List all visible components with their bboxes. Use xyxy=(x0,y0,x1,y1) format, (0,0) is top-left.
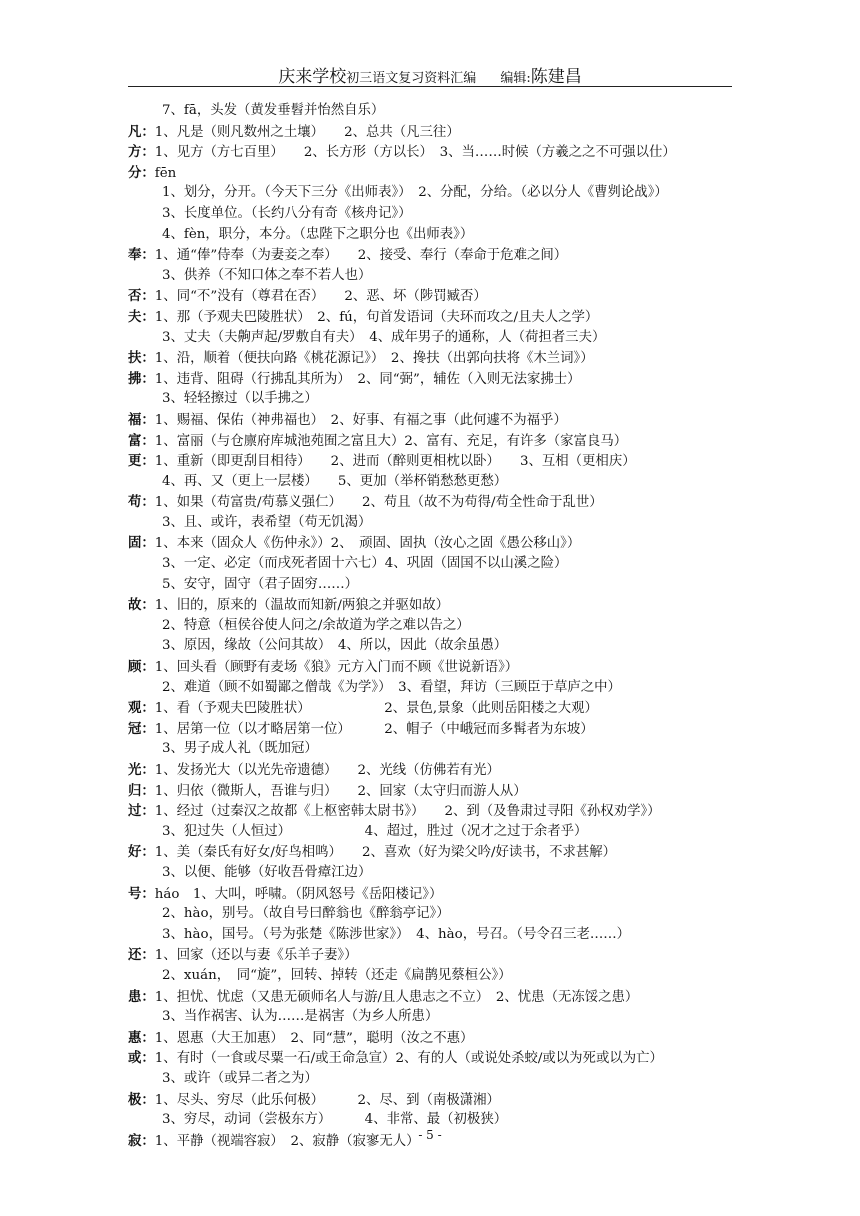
entry-text: 1、违背、阻碍（行拂乱其所为） 2、同“弼”，辅佐（入则无法家拂士） xyxy=(154,371,581,387)
entry-continuation xyxy=(128,1007,748,1028)
entry-line xyxy=(128,657,748,678)
entry-line xyxy=(128,760,748,781)
entry-text: 3、或许（或异二者之为） xyxy=(162,1070,318,1086)
entry-text: 2、hào，别号。（故自号曰醉翁也《醉翁亭记》） xyxy=(162,906,450,922)
entry-continuation xyxy=(128,966,748,987)
entry-text: 1、回头看（顾野有麦场《狼》元方入门而不顾《世说新语》） xyxy=(154,660,519,676)
entry-line xyxy=(128,245,748,266)
entry-text: 3、轻轻擦过（以手拂之） xyxy=(162,391,318,407)
entry-text: 1、富丽（与仓廪府库城池苑囿之富且大）2、富有、充足，有许多（家富良马） xyxy=(154,433,628,449)
entry-line xyxy=(128,842,748,863)
entry-continuation xyxy=(128,204,748,225)
headword: 好： xyxy=(128,844,155,861)
entry-line xyxy=(128,595,748,616)
headword: 光： xyxy=(128,762,155,778)
entry-continuation xyxy=(128,616,748,637)
headword: 富： xyxy=(128,432,155,449)
glossary-content xyxy=(128,101,748,1151)
entry-line xyxy=(128,719,748,740)
headword: 归： xyxy=(128,782,155,799)
entry-line xyxy=(128,1028,748,1049)
entry-line xyxy=(128,307,748,328)
entry-text: 2、难道（顾不如蜀鄙之僧哉《为学》） 3、看望，拜访（三顾臣于草庐之中） xyxy=(162,679,621,695)
entry-text: 1、回家（还以与妻《乐羊子妻》） xyxy=(154,948,358,964)
entry-text: 1、如果（苟富贵/苟慕义强仁） 2、苟且（故不为苟得/苟全性命于乱世） xyxy=(154,495,603,511)
entry-text: 1、凡是（则凡数州之土壤） 2、总共（凡三往） xyxy=(154,124,460,140)
entry-text: 2、特意（桓侯谷使人问之/余故道为学之难以告之） xyxy=(162,617,470,633)
entry-text: 1、那（予观夫巴陵胜状） 2、fú，句首发语词（夫环而攻之/且夫人之学） xyxy=(154,309,599,325)
entry-text: 1、担忧、忧虑（又患无硕师名人与游/且人患志之不立） 2、忧患（无冻馁之患） xyxy=(154,989,639,1005)
entry-continuation xyxy=(128,1069,748,1090)
doc-title: 复习资料汇编 xyxy=(398,71,477,86)
entry-text: 1、尽头、穷尽（此乐何极） 2、尽、到（南极潇湘） xyxy=(154,1092,500,1108)
entry-continuation xyxy=(128,389,748,410)
headword: 寂： xyxy=(128,1132,155,1149)
entry-text: 3、穷尽，动词（尝极东方） 4、非常、最（初极狭） xyxy=(162,1112,508,1128)
entry-continuation xyxy=(128,266,748,287)
entry-line xyxy=(128,286,748,307)
entry-text: 3、一定、必定（而戌死者固十六七）4、巩固（固国不以山溪之险） xyxy=(162,556,568,572)
entry-text: 3、且、或许，表希望（苟无饥渴） xyxy=(162,514,372,530)
entry-line xyxy=(128,142,748,163)
entry-line xyxy=(128,533,748,554)
headword: 冠： xyxy=(128,720,155,737)
entry-text: 2、xuán， 同“旋”，回转、掉转（还走《扁鹊见蔡桓公》） xyxy=(162,967,512,983)
headword: 极： xyxy=(128,1091,155,1108)
entry-text: 1、平静（视端容寂） 2、寂静（寂寥无人） xyxy=(154,1133,420,1149)
entry-text: 1、重新（即更刮目相待） 2、进而（醉则更相枕以卧） 3、互相（更相庆） xyxy=(154,454,636,470)
page-number: - 5 - xyxy=(418,1128,442,1142)
entry-continuation xyxy=(128,513,748,534)
entry-text: 3、以便、能够（好收吾骨瘴江边） xyxy=(162,864,372,880)
entry-line xyxy=(128,369,748,390)
entry-text: 1、同“不”没有（尊君在否） 2、恶、坏（陟罚臧否） xyxy=(154,289,487,305)
entry-text: 1、美（秦氏有好女/好鸟相鸣） 2、喜欢（好为梁父吟/好读书，不求甚解） xyxy=(154,845,617,861)
entry-text: 1、见方（方七百里） 2、长方形（方以长） 3、当……时候（方羲之之不可强以仕） xyxy=(154,145,676,161)
entry-text: háo 1、大叫，呼啸。（阴风怒号《岳阳楼记》） xyxy=(154,886,443,902)
headword: 过： xyxy=(128,803,155,820)
entry-text: 1、发扬光大（以光先帝遗德） 2、光线（仿佛若有光） xyxy=(154,763,500,778)
entry-line xyxy=(128,348,748,369)
headword: 固： xyxy=(128,535,155,552)
entry-text: 1、通“俸”侍奉（为妻妾之奉） 2、接受、奉行（奉命于危难之间） xyxy=(154,248,568,264)
entry-line xyxy=(128,1048,748,1069)
entry-text: 1、看（予观夫巴陵胜状） 2、景色,景象（此则岳阳楼之大观） xyxy=(154,701,598,717)
headword: 患： xyxy=(128,988,155,1005)
entry-text: 1、经过（过秦汉之故都《上枢密韩太尉书》） 2、到（及鲁肃过寻阳《孙权劝学》） xyxy=(154,804,661,820)
entry-text: 4、fèn，职分，本分。（忠陛下之职分也《出师表》） xyxy=(162,226,474,242)
entry-continuation xyxy=(128,636,748,657)
entry-continuation xyxy=(128,822,748,843)
entry-continuation xyxy=(128,183,748,204)
entry-text: 3、当作祸害、认为……是祸害（为乡人所患） xyxy=(162,1009,439,1025)
entry-text: 3、犯过失（人恒过） 4、超过，胜过（况才之过于余者乎） xyxy=(162,823,588,839)
editor-label: 编辑: xyxy=(500,71,531,86)
headword: 号： xyxy=(128,885,155,902)
headword: 凡： xyxy=(128,123,155,140)
headword: 福： xyxy=(128,411,155,428)
entry-line xyxy=(128,122,748,143)
entry-text: 1、有时（一食或尽粟一石/或王命急宣）2、有的人（或说处杀蛟/或以为死或以为亡） xyxy=(154,1051,663,1067)
entry-text: 1、恩惠（大王加惠） 2、同“慧”，聪明（汝之不惠） xyxy=(154,1030,474,1046)
entry-continuation xyxy=(128,225,748,246)
entry-line xyxy=(128,801,748,822)
entry-text: 1、沿，顺着（便扶向路《桃花源记》） 2、搀扶（出郭向扶将《木兰词》） xyxy=(154,351,594,367)
headword: 苟： xyxy=(128,494,155,511)
entry-line xyxy=(128,163,748,184)
headword: 观： xyxy=(128,700,155,717)
entry-line xyxy=(128,451,748,472)
headword: 奉： xyxy=(128,247,155,264)
entry-line xyxy=(128,945,748,966)
entry-text: 1、本来（固众人《伤仲永》）2、 顽固、固执（汝心之固《愚公移山》） xyxy=(154,536,581,552)
headword: 更： xyxy=(128,453,155,470)
entry-text: 1、归依（微斯人，吾谁与归） 2、回家（太守归而游人从） xyxy=(154,783,527,799)
entry-text: 1、居第一位（以才略居第一位） 2、帽子（中峨冠而多髯者为东坡） xyxy=(154,721,594,737)
entry-continuation xyxy=(128,904,748,925)
course-name: 初三语文 xyxy=(346,71,399,86)
entry-line xyxy=(128,987,748,1008)
headword: 夫： xyxy=(128,308,155,325)
headword: 惠： xyxy=(128,1029,155,1046)
entry-text: 1、赐福、保佑（神弗福也） 2、好事、有福之事（此何遽不为福乎） xyxy=(154,412,567,428)
entry-text: 3、长度单位。（长约八分有奇《核舟记》） xyxy=(162,205,412,221)
entry-continuation xyxy=(128,472,748,493)
headword: 分： xyxy=(128,164,155,181)
headword: 还： xyxy=(128,947,155,964)
entry-continuation xyxy=(128,925,748,946)
entry-continuation xyxy=(128,739,748,760)
entry-text: 3、供养（不知口体之奉不若人也） xyxy=(162,267,372,283)
entry-continuation xyxy=(128,678,748,699)
entry-line xyxy=(128,781,748,802)
headword: 扶： xyxy=(128,350,155,367)
page-header xyxy=(128,62,732,87)
entry-line xyxy=(128,884,748,905)
school-name: 庆来学校 xyxy=(278,67,347,87)
entry-text: 3、丈夫（夫齁声起/罗敷自有夫） 4、成年男子的通称，人（荷担者三夫） xyxy=(162,329,606,345)
entry-continuation xyxy=(128,101,748,122)
entry-line xyxy=(128,1090,748,1111)
entry-continuation xyxy=(128,575,748,596)
entry-text: 1、旧的，原来的（温故而知新/两狼之并驱如故） xyxy=(154,598,450,614)
entry-text: fēn xyxy=(154,165,177,181)
entry-line xyxy=(128,410,748,431)
entry-continuation xyxy=(128,863,748,884)
entry-text: 5、安守，固守（君子固穷……） xyxy=(162,576,358,592)
entry-text: 3、hào，国号。（号为张楚《陈涉世家》） 4、hào，号召。（号令召三老……） xyxy=(162,926,631,942)
entry-line xyxy=(128,431,748,452)
editor-name: 陈建昌 xyxy=(530,67,582,87)
headword: 拂： xyxy=(128,370,155,387)
entry-text: 3、原因，缘故（公问其故） 4、所以，因此（故余虽愚） xyxy=(162,638,508,654)
entry-line xyxy=(128,698,748,719)
headword: 或： xyxy=(128,1050,155,1067)
headword: 顾： xyxy=(128,659,155,676)
entry-text: 1、划分，分开。（今天下三分《出师表》） 2、分配，分给。（必以分人《曹刿论战》） xyxy=(162,185,668,201)
entry-continuation xyxy=(128,554,748,575)
entry-line xyxy=(128,492,748,513)
entry-text: 4、再、又（更上一层楼） 5、更加（举杯销愁愁更愁） xyxy=(162,473,508,489)
headword: 否： xyxy=(128,288,155,305)
entry-continuation xyxy=(128,328,748,349)
entry-text: 3、男子成人礼（既加冠） xyxy=(162,741,318,757)
entry-text: 7、fā，头发（黄发垂髫并怡然自乐） xyxy=(162,103,385,118)
headword: 方： xyxy=(128,144,155,161)
headword: 故： xyxy=(128,597,155,614)
